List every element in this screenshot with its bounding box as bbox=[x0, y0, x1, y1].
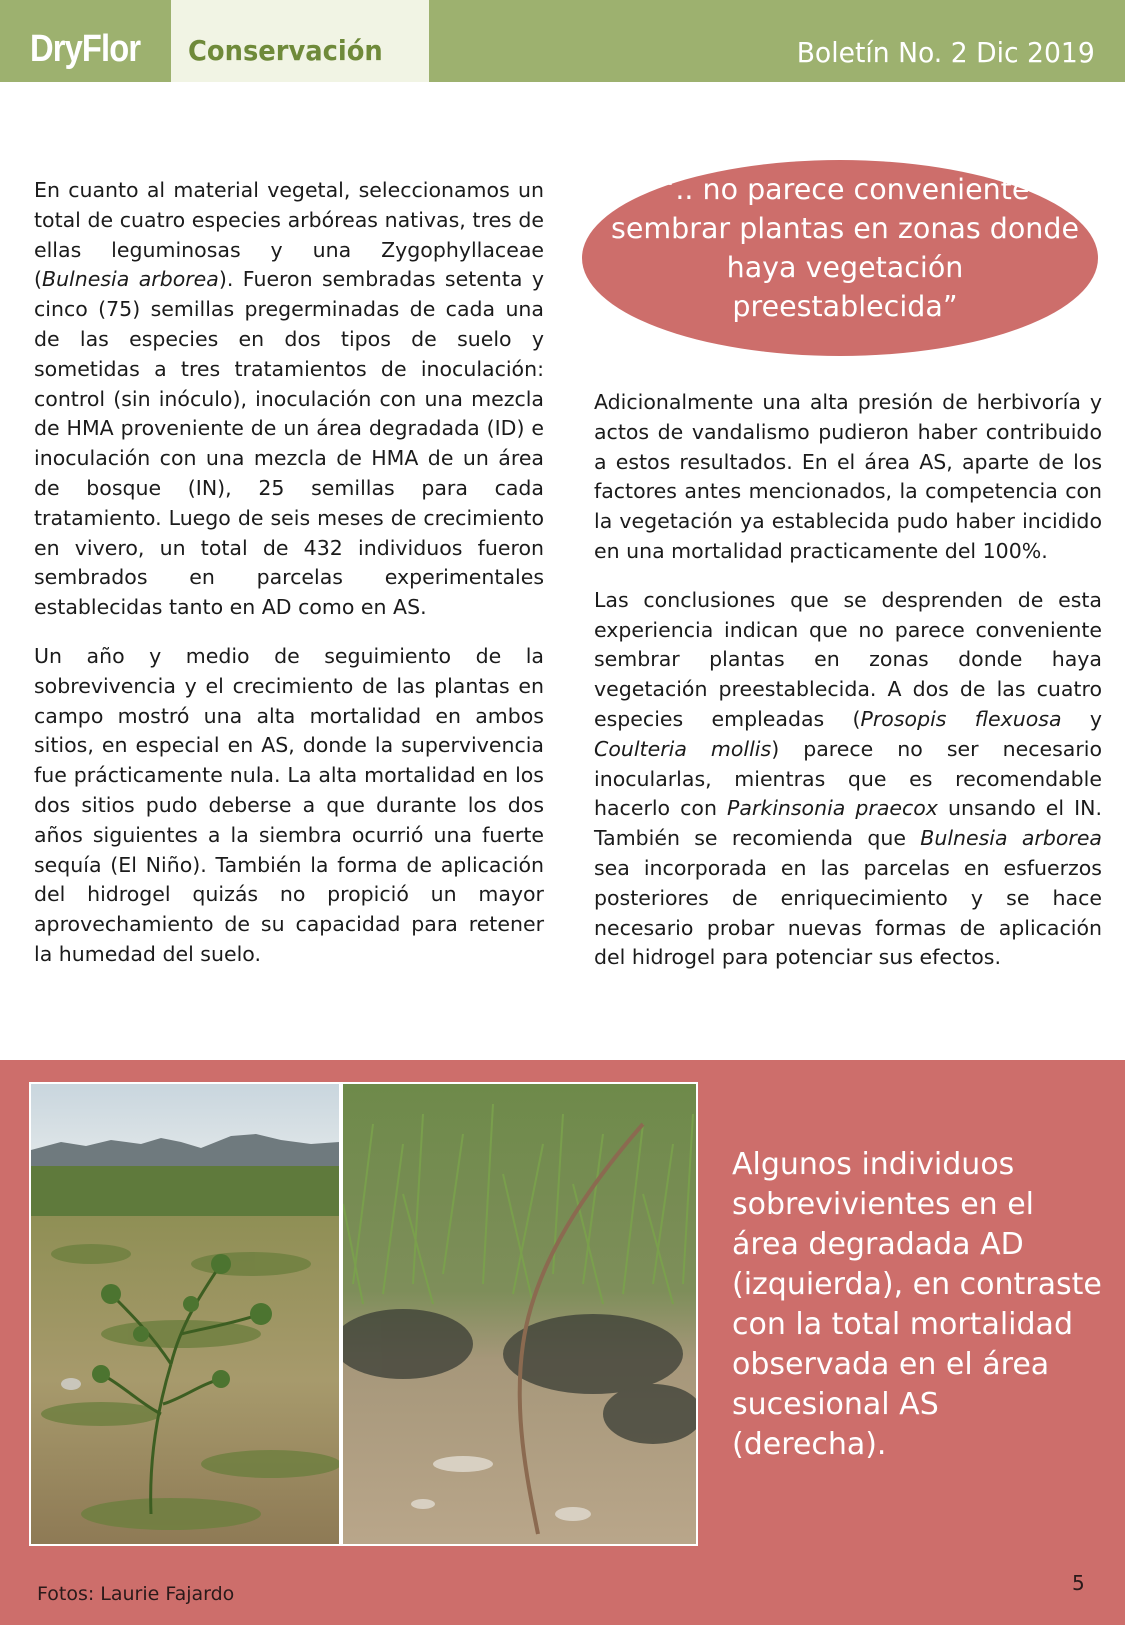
photo-caption: Algunos individuos sobrevivientes en el área degradada AD (izquierda), en contraste con la total mortalidad observada en el área sucesional AS (derecha). bbox=[732, 1147, 1102, 1462]
photo-degraded-area bbox=[31, 1084, 339, 1544]
pull-quote-text: “.. no parece conveniente sembrar plantas en zonas donde haya vegetación preestablecida” bbox=[611, 173, 1079, 323]
dryflor-logo: DryFlor bbox=[30, 28, 141, 70]
left-column bbox=[34, 176, 544, 989]
species-name: Bulnesia arborea bbox=[920, 826, 1102, 851]
right-paragraph-2: Las conclusiones que se desprenden de esta experiencia indican que no parece conveniente sembrar plantas en zonas donde haya vegetación preestablecida. A dos de las cuatro especies empleadas (Prosopis flexuosa y Coulteria mollis) parece no ser necesario inocularlas, mientras que es recomendable hacerlo con Parkinsonia praecox unsando el IN. También se recomienda que Bulnesia arborea sea incorporada en las parcelas en esfuerzos posteriores de enriquecimiento y se hace necesario probar nuevas formas de aplicación del hidrogel para potenciar sus efectos. bbox=[594, 587, 1103, 970]
species-name: Prosopis flexuosa bbox=[860, 706, 1062, 731]
section-title: Conservación bbox=[188, 34, 383, 67]
species-name: Bulnesia arborea bbox=[42, 267, 219, 292]
issue-label: Boletín No. 2 Dic 2019 bbox=[796, 36, 1095, 69]
right-paragraph-1: Adicionalmente una alta presión de herbivoría y actos de vandalismo pudieron haber contribuido a estos resultados. En el área AS, aparte de los factores antes mencionados, la competencia con la vegetación ya establecida pudo haber incidido en una mortalidad practicamente del 100%. bbox=[594, 390, 1102, 563]
right-column bbox=[594, 388, 1102, 992]
photo-credits: Fotos: Laurie Fajardo bbox=[37, 1583, 235, 1605]
left-paragraph-2: Un año y medio de seguimiento de la sobrevivencia y el crecimiento de las plantas en campo mostró una alta mortalidad en ambos sitios, en especial en AS, donde la supervivencia fue prácticamente nula. La alta mortalidad en los dos sitios pudo deberse a que durante los dos años siguientes a la siembra ocurrió una fuerte sequía (El Niño). También la forma de aplicación del hidrogel quizás no propició un mayor aprovechamiento de su capacidad para retener la humedad del suelo. bbox=[34, 643, 544, 966]
photo-successional-area bbox=[343, 1084, 696, 1544]
species-name: Parkinsonia praecox bbox=[726, 796, 938, 821]
left-paragraph-1: En cuanto al material vegetal, seleccionamos un total de cuatro especies arbóreas nativas, tres de ellas leguminosas y una Zygophyllaceae (Bulnesia arborea). Fueron sembradas setenta y cinco (75) semillas pregerminadas de cada una de las especies en dos tipos de suelo y sometidas a tres tratamientos de inoculación: control (sin inóculo), inoculación con una mezcla de HMA proveniente de un área degradada (ID) e inoculación con una mezcla de HMA de un área de bosque (IN), 25 semillas para cada tratamiento. Luego de seis meses de crecimiento en vivero, un total de 432 individuos fueron sembrados en parcelas experimentales establecidas tanto en AD como en AS. bbox=[34, 178, 544, 620]
page-number: 5 bbox=[1072, 1571, 1085, 1595]
species-name: Coulteria mollis bbox=[594, 736, 772, 761]
